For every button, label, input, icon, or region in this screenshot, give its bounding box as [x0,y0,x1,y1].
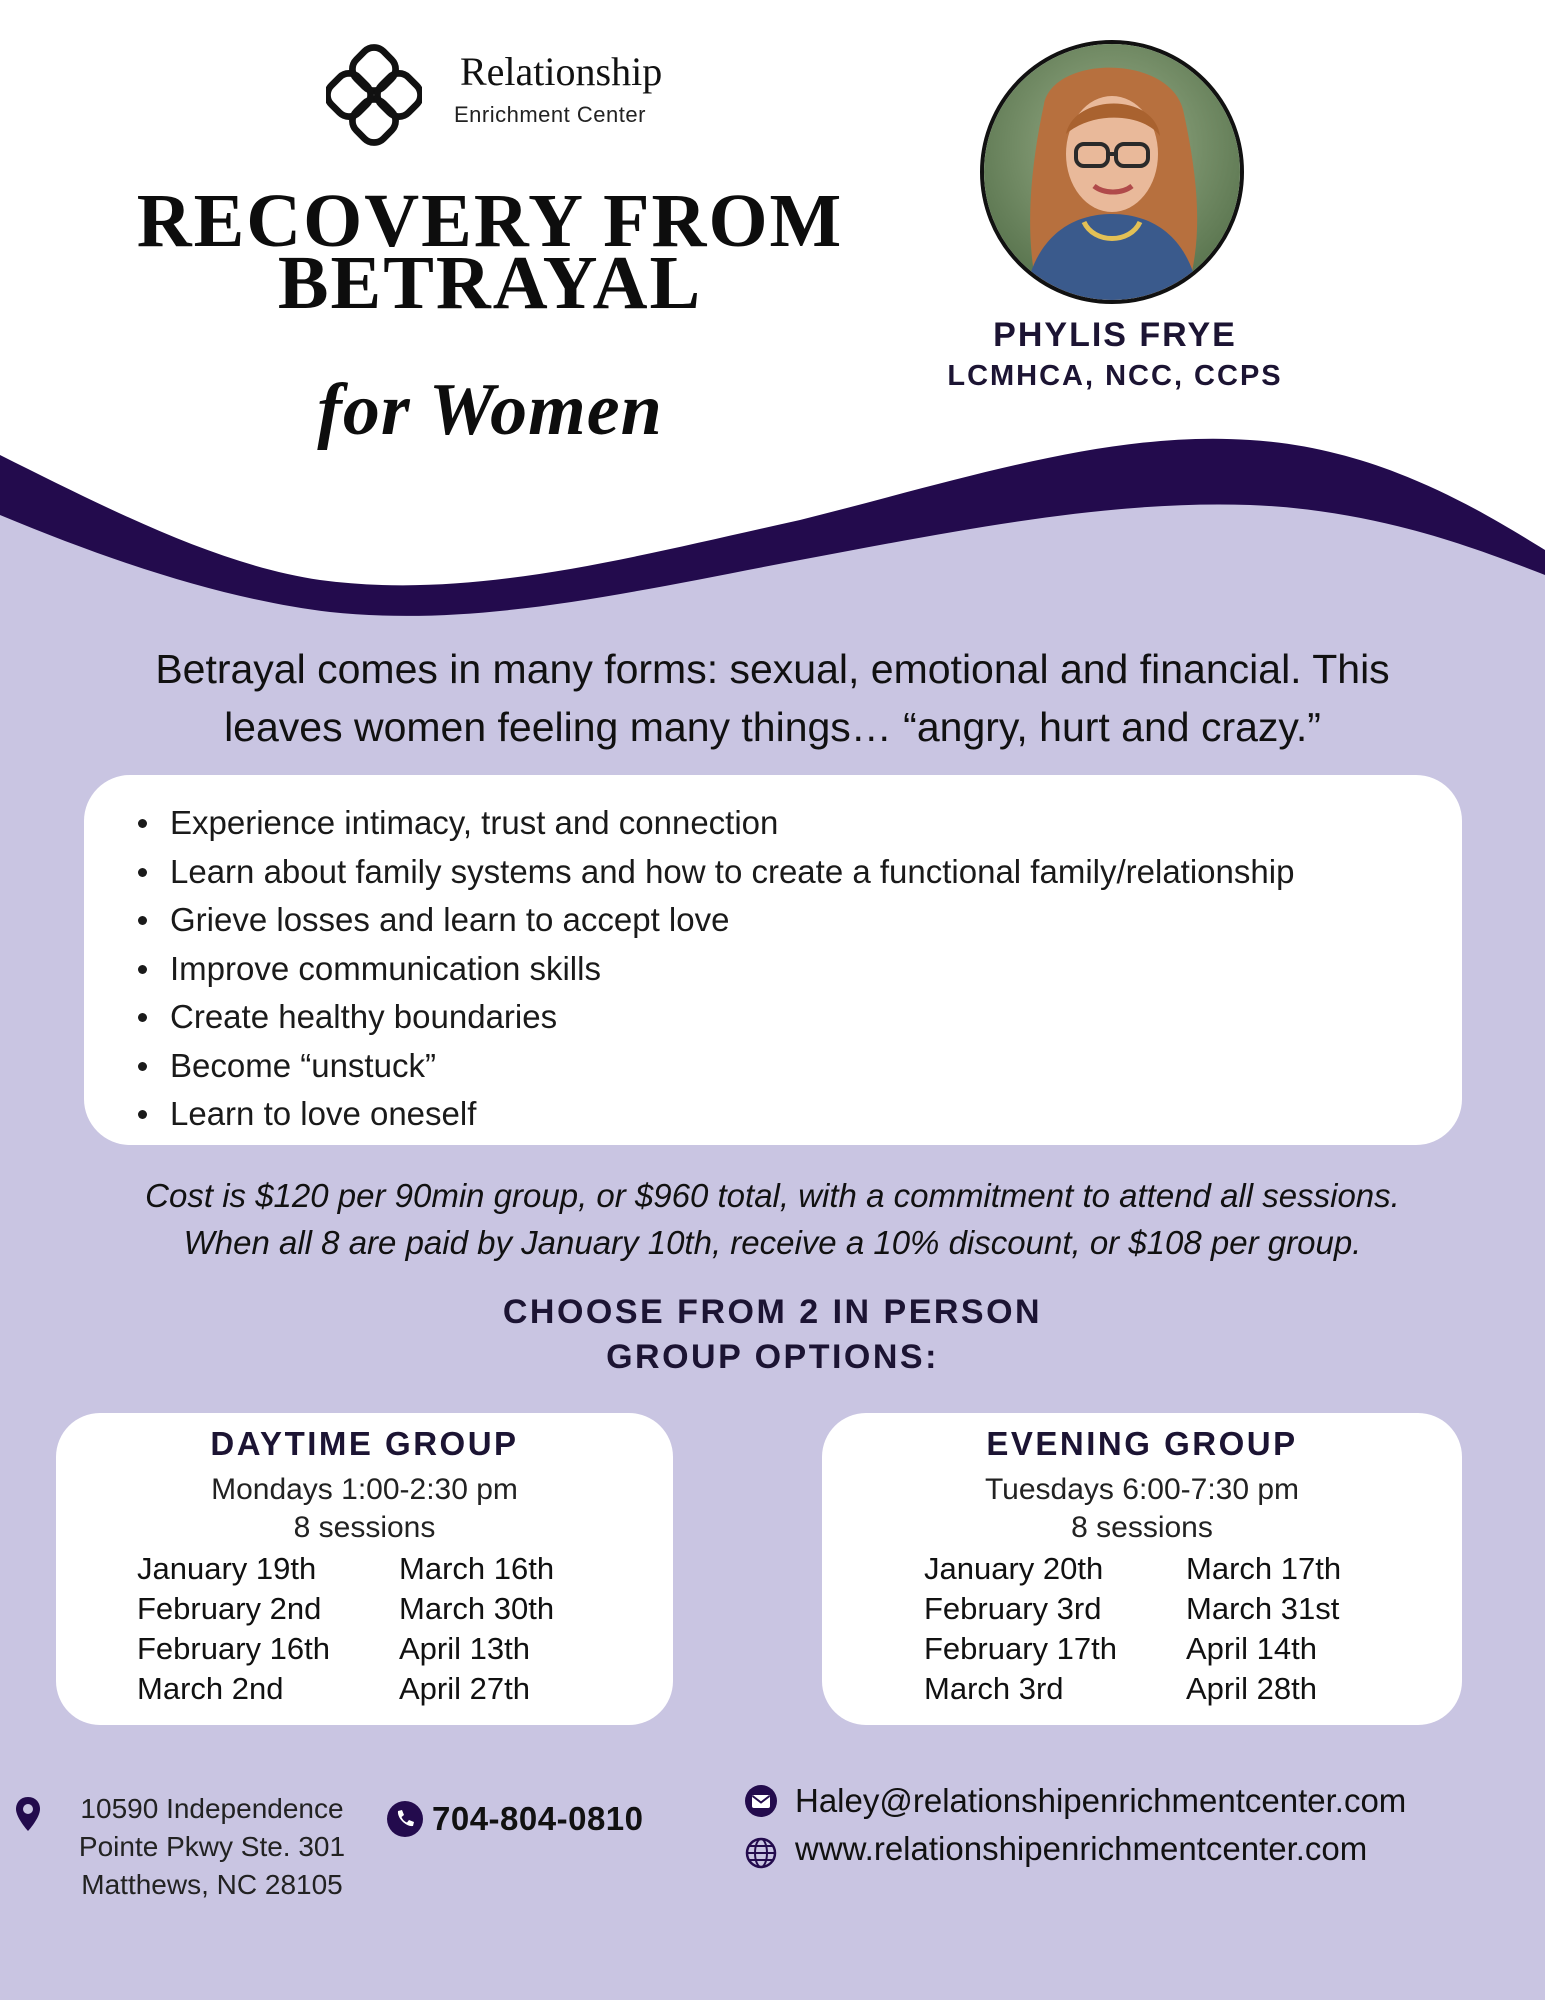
presenter-photo [980,40,1244,304]
evening-dates-col-1 [924,1549,1117,1709]
daytime-dates-col-1 [137,1549,330,1709]
list-item: Experience intimacy, trust and connection [170,799,1462,848]
benefits-card [84,775,1462,1145]
cost-info [40,1172,1505,1266]
map-pin-icon [14,1795,42,1833]
address [62,1790,362,1904]
options-line-1: CHOOSE FROM 2 IN PERSON [502,1293,1043,1331]
evening-dates-col-2 [1186,1549,1341,1709]
logo [320,36,680,156]
presenter-credentials: LCMHCA, NCC, CCPS [947,360,1283,392]
portrait-image [984,44,1240,300]
list-item: Grieve losses and learn to accept love [170,896,1462,945]
globe-icon [744,1836,778,1870]
evening-group-time: Tuesdays 6:00-7:30 pm [984,1473,1300,1506]
date-item: March 16th [399,1551,555,1586]
evening-group-card [822,1413,1462,1725]
celtic-knot-icon [326,40,422,150]
list-item: Create healthy boundaries [170,993,1462,1042]
daytime-group-title: DAYTIME GROUP [210,1425,519,1462]
website-link[interactable]: www.relationshipenrichmentcenter.com [795,1830,1368,1867]
date-item: March 3rd [924,1671,1064,1706]
phone-number[interactable]: 704-804-0810 [432,1800,644,1837]
address-line-2: Pointe Pkwy Ste. 301 [78,1831,346,1862]
logo-subtitle: Enrichment Center [454,102,646,127]
page-subtitle: for Women [317,369,663,451]
date-item: March 30th [399,1591,555,1626]
title-line-2: BETRAYAL [277,241,703,325]
options-heading [380,1290,1165,1380]
intro-line-2: leaves women feeling many things… “angry, hurt and crazy.” [224,704,1321,750]
date-item: April 28th [1186,1671,1317,1706]
phone-icon [386,1800,424,1838]
daytime-group-time: Mondays 1:00-2:30 pm [211,1473,518,1506]
list-item: Become “unstuck” [170,1042,1462,1091]
date-item: April 14th [1186,1631,1317,1666]
daytime-group-sessions: 8 sessions [293,1511,436,1544]
presenter-name: PHYLIS FRYE [993,316,1237,354]
date-item: March 31st [1186,1591,1340,1626]
list-item: Improve communication skills [170,945,1462,994]
page-title [100,179,880,325]
daytime-dates-col-2 [399,1549,554,1709]
cost-line-1: Cost is $120 per 90min group, or $960 total, with a commitment to attend all sessions. [145,1177,1400,1214]
mail-icon [744,1784,778,1818]
benefits-list [84,799,1462,1139]
date-item: April 27th [399,1671,530,1706]
address-line-3: Matthews, NC 28105 [81,1869,343,1900]
date-item: February 17th [924,1631,1117,1666]
date-item: March 17th [1186,1551,1342,1586]
list-item: Learn about family systems and how to create a functional family/relationship [170,848,1462,897]
address-line-1: 10590 Independence [80,1793,344,1824]
cost-line-2: When all 8 are paid by January 10th, receive a 10% discount, or $108 per group. [183,1224,1362,1261]
evening-group-title: EVENING GROUP [986,1425,1298,1462]
date-item: March 2nd [137,1671,284,1706]
logo-title: Relationship [460,49,663,94]
intro-text [60,640,1485,756]
evening-group-sessions: 8 sessions [1071,1511,1213,1544]
daytime-group-card [56,1413,673,1725]
date-item: February 2nd [137,1591,322,1626]
options-line-2: GROUP OPTIONS: [606,1338,939,1376]
intro-line-1: Betrayal comes in many forms: sexual, emotional and financial. This [155,646,1390,692]
title-line-1: RECOVERY FROM [136,179,844,263]
date-item: January 20th [924,1551,1104,1586]
date-item: January 19th [137,1551,317,1586]
date-item: February 3rd [924,1591,1102,1626]
email-link[interactable]: Haley@relationshipenrichmentcenter.com [795,1782,1407,1819]
date-item: February 16th [137,1631,330,1666]
list-item: Learn to love oneself [170,1090,1462,1139]
date-item: April 13th [399,1631,530,1666]
